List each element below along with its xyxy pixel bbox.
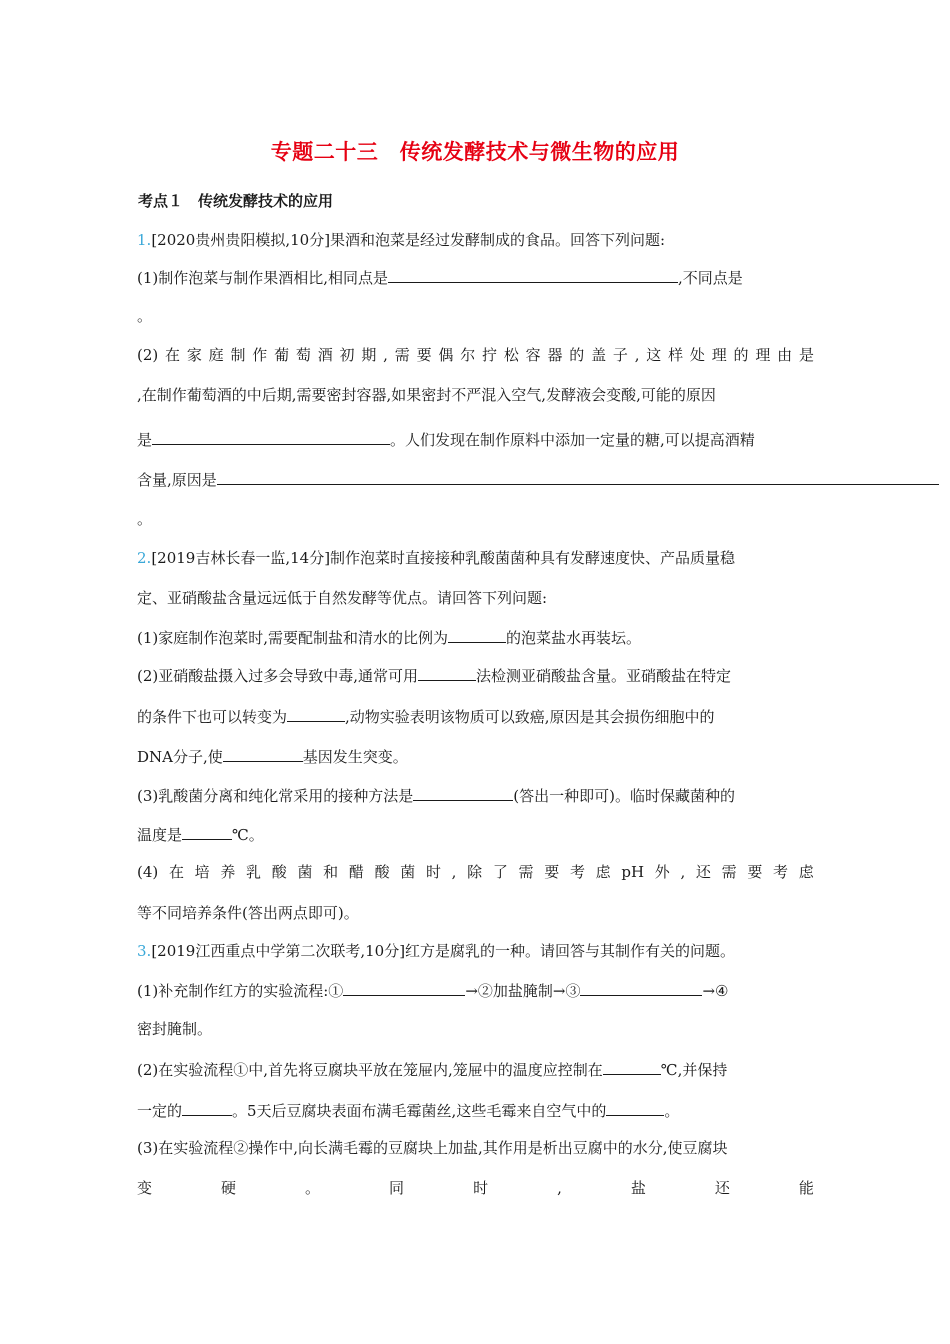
answer-blank[interactable]: [418, 664, 476, 681]
text-segment: 的: [733, 346, 749, 364]
text: 。5天后豆腐块表面布满毛霉菌丝,这些毛霉来自空气中的: [232, 1102, 607, 1120]
text-segment: 了: [492, 863, 508, 881]
text-segment: 松: [503, 346, 519, 364]
question-2-part-3-line-2: [137, 823, 264, 845]
text: (2)亚硝酸盐摄入过多会导致中毒,通常可用: [137, 667, 419, 685]
answer-blank[interactable]: [223, 745, 303, 762]
text-segment: 需: [394, 346, 410, 364]
text-segment: 除: [467, 863, 483, 881]
text-segment: 盖: [591, 346, 607, 364]
question-1-part-2-line-3: [137, 428, 755, 450]
question-1-part-1-end: [137, 306, 152, 326]
text: (1)家庭制作泡菜时,需要配制盐和清水的比例为: [137, 629, 449, 647]
question-3-part-3: [137, 1138, 728, 1158]
answer-blank[interactable]: [413, 784, 513, 801]
text-segment: 在: [165, 346, 181, 364]
text: 的泡菜盐水再装坛。: [506, 629, 642, 647]
text-segment: ,: [451, 863, 457, 881]
text: ℃。: [232, 826, 264, 844]
answer-blank[interactable]: [217, 468, 939, 485]
text-segment: 家: [186, 346, 202, 364]
text-segment: 制: [230, 346, 246, 364]
question-1-part-2-line-2: [137, 385, 716, 405]
question-2-part-4-line-2: [137, 903, 359, 923]
text-segment: 要: [747, 863, 763, 881]
text-segment: 。: [305, 1179, 321, 1197]
text-segment: 菌: [400, 863, 416, 881]
text-segment: 考: [773, 863, 789, 881]
text-segment: 是: [798, 346, 814, 364]
text: 密封腌制。: [137, 1020, 213, 1038]
text: ,动物实验表明该物质可以致癌,原因是其会损伤细胞中的: [345, 708, 715, 726]
question-3-part-2: [137, 1058, 727, 1080]
question-3-part-2-line-2: [137, 1099, 679, 1121]
answer-blank[interactable]: [448, 626, 506, 643]
question-number: 3.: [137, 942, 152, 960]
answer-blank[interactable]: [287, 705, 345, 722]
text-segment: 尔: [460, 346, 476, 364]
text-segment: 硬: [221, 1179, 237, 1197]
text: 基因发生突变。: [302, 748, 408, 766]
text-segment: 作: [252, 346, 268, 364]
text-segment: 偶: [438, 346, 454, 364]
text: 法检测亚硝酸盐含量。亚硝酸盐在特定: [476, 667, 732, 685]
question-number: 1.: [137, 231, 152, 249]
answer-blank[interactable]: [580, 979, 702, 996]
question-source: [2019吉林长春一监,14分]制作泡菜时直接接种乳酸菌菌种具有发酵速度快、产品质量稳: [151, 549, 736, 567]
question-1-header: [137, 230, 665, 250]
text-segment: 养: [220, 863, 236, 881]
text-segment: 要: [416, 346, 432, 364]
text-segment: 处: [689, 346, 705, 364]
text: DNA分子,使: [137, 748, 223, 766]
answer-blank[interactable]: [603, 1058, 661, 1075]
text-segment: 能: [798, 1179, 814, 1197]
question-2-part-2: [137, 664, 731, 686]
text-segment: 葡: [274, 346, 290, 364]
text: 。: [137, 307, 153, 325]
question-1-part-2-end: [137, 509, 152, 529]
question-source: [2019江西重点中学第二次联考,10分]红方是腐乳的一种。请回答与其制作有关的问题。: [151, 942, 736, 960]
text-segment: 乳: [246, 863, 262, 881]
text-segment: ,: [680, 863, 686, 881]
answer-blank[interactable]: [182, 1099, 232, 1116]
text-segment: 由: [777, 346, 793, 364]
question-1-part-2: [137, 345, 814, 365]
text-segment: 变: [137, 1179, 153, 1197]
text: 定、亚硝酸盐含量远远低于自然发酵等优点。请回答下列问题:: [137, 589, 548, 607]
text-segment: 还: [714, 1179, 730, 1197]
question-3-part-1: [137, 979, 728, 1001]
text-segment: (4): [137, 863, 159, 881]
text: 的条件下也可以转变为: [137, 708, 288, 726]
text-segment: (2): [137, 346, 159, 364]
text-segment: 的: [569, 346, 585, 364]
question-2-part-2-line-3: [137, 745, 408, 767]
text: →④: [702, 982, 729, 1000]
text: 含量,原因是: [137, 471, 217, 489]
text-segment: 同: [389, 1179, 405, 1197]
text-segment: 要: [544, 863, 560, 881]
text-segment: 理: [711, 346, 727, 364]
text: (1)补充制作红方的实验流程:①: [137, 982, 344, 1000]
text-segment: 醋: [348, 863, 364, 881]
question-2-part-4: [137, 862, 814, 882]
text: (1)制作泡菜与制作果酒相比,相同点是: [137, 269, 389, 287]
answer-blank[interactable]: [606, 1099, 664, 1116]
text-segment: 酸: [271, 863, 287, 881]
text-segment: 样: [668, 346, 684, 364]
text-segment: 考: [569, 863, 585, 881]
text-segment: 需: [518, 863, 534, 881]
text-segment: 容: [525, 346, 541, 364]
text-segment: 庭: [208, 346, 224, 364]
text-segment: 时: [425, 863, 441, 881]
question-2-header-line-2: [137, 588, 547, 608]
text-segment: 理: [755, 346, 771, 364]
text: ,在制作葡萄酒的中后期,需要密封容器,如果密封不严混入空气,发酵液会变酸,可能的原因: [137, 386, 716, 404]
text-segment: 萄: [295, 346, 311, 364]
text: 。: [664, 1102, 680, 1120]
question-number: 2.: [137, 549, 152, 567]
text-segment: 外: [654, 863, 670, 881]
text-segment: ,: [557, 1179, 562, 1197]
text-segment: 培: [194, 863, 210, 881]
text: 一定的: [137, 1102, 183, 1120]
text-segment: 盐: [630, 1179, 646, 1197]
question-3-part-3-line-2: [137, 1178, 814, 1198]
text-segment: 期: [361, 346, 377, 364]
text-segment: 虑: [595, 863, 611, 881]
text-segment: 和: [323, 863, 339, 881]
text-segment: 在: [168, 863, 184, 881]
text: 是: [137, 431, 153, 449]
text-segment: 酸: [374, 863, 390, 881]
text: 等不同培养条件(答出两点即可)。: [137, 904, 359, 922]
question-2-part-1: [137, 626, 641, 648]
question-3-part-1-line-2: [137, 1019, 212, 1039]
text: ,不同点是: [678, 269, 743, 287]
answer-blank[interactable]: [388, 266, 678, 283]
text-segment: ,: [383, 346, 388, 364]
section-heading: 考点１ 传统发酵技术的应用: [138, 192, 334, 210]
text-segment: 酒: [317, 346, 333, 364]
text: (2)在实验流程①中,首先将豆腐块平放在笼屉内,笼屉中的温度应控制在: [137, 1061, 603, 1079]
question-source: [2020贵州贵阳模拟,10分]果酒和泡菜是经过发酵制成的食品。回答下列问题:: [151, 231, 666, 249]
text: 。: [137, 510, 153, 528]
text-segment: 这: [646, 346, 662, 364]
answer-blank[interactable]: [152, 428, 390, 445]
question-3-header: [137, 941, 735, 961]
question-2-header: [137, 548, 735, 568]
answer-blank[interactable]: [182, 823, 232, 840]
text-segment: ,: [634, 346, 640, 364]
text: 。人们发现在制作原料中添加一定量的糖,可以提高酒精: [390, 431, 755, 449]
question-1-part-2-line-4: [137, 468, 939, 490]
question-2-part-2-line-2: [137, 705, 715, 727]
answer-blank[interactable]: [343, 979, 465, 996]
text-segment: 子: [612, 346, 628, 364]
question-1-part-1: [137, 266, 743, 288]
text-segment: 需: [721, 863, 737, 881]
question-2-part-3: [137, 784, 735, 806]
text-segment: 初: [339, 346, 355, 364]
text-segment: 虑: [798, 863, 814, 881]
text: ℃,并保持: [660, 1061, 728, 1079]
text: (3)乳酸菌分离和纯化常采用的接种方法是: [137, 787, 414, 805]
page-title: 专题二十三 传统发酵技术与微生物的应用: [270, 140, 680, 164]
text-segment: pH: [621, 863, 645, 881]
text: 温度是: [137, 826, 183, 844]
text-segment: 菌: [297, 863, 313, 881]
text-segment: 器: [547, 346, 563, 364]
text: (答出一种即可)。临时保藏菌种的: [513, 787, 735, 805]
text: →②加盐腌制→③: [465, 982, 581, 1000]
text-segment: 还: [695, 863, 711, 881]
text-segment: 拧: [482, 346, 498, 364]
text: (3)在实验流程②操作中,向长满毛霉的豆腐块上加盐,其作用是析出豆腐中的水分,使豆腐块: [137, 1139, 728, 1157]
text-segment: 时: [473, 1179, 489, 1197]
